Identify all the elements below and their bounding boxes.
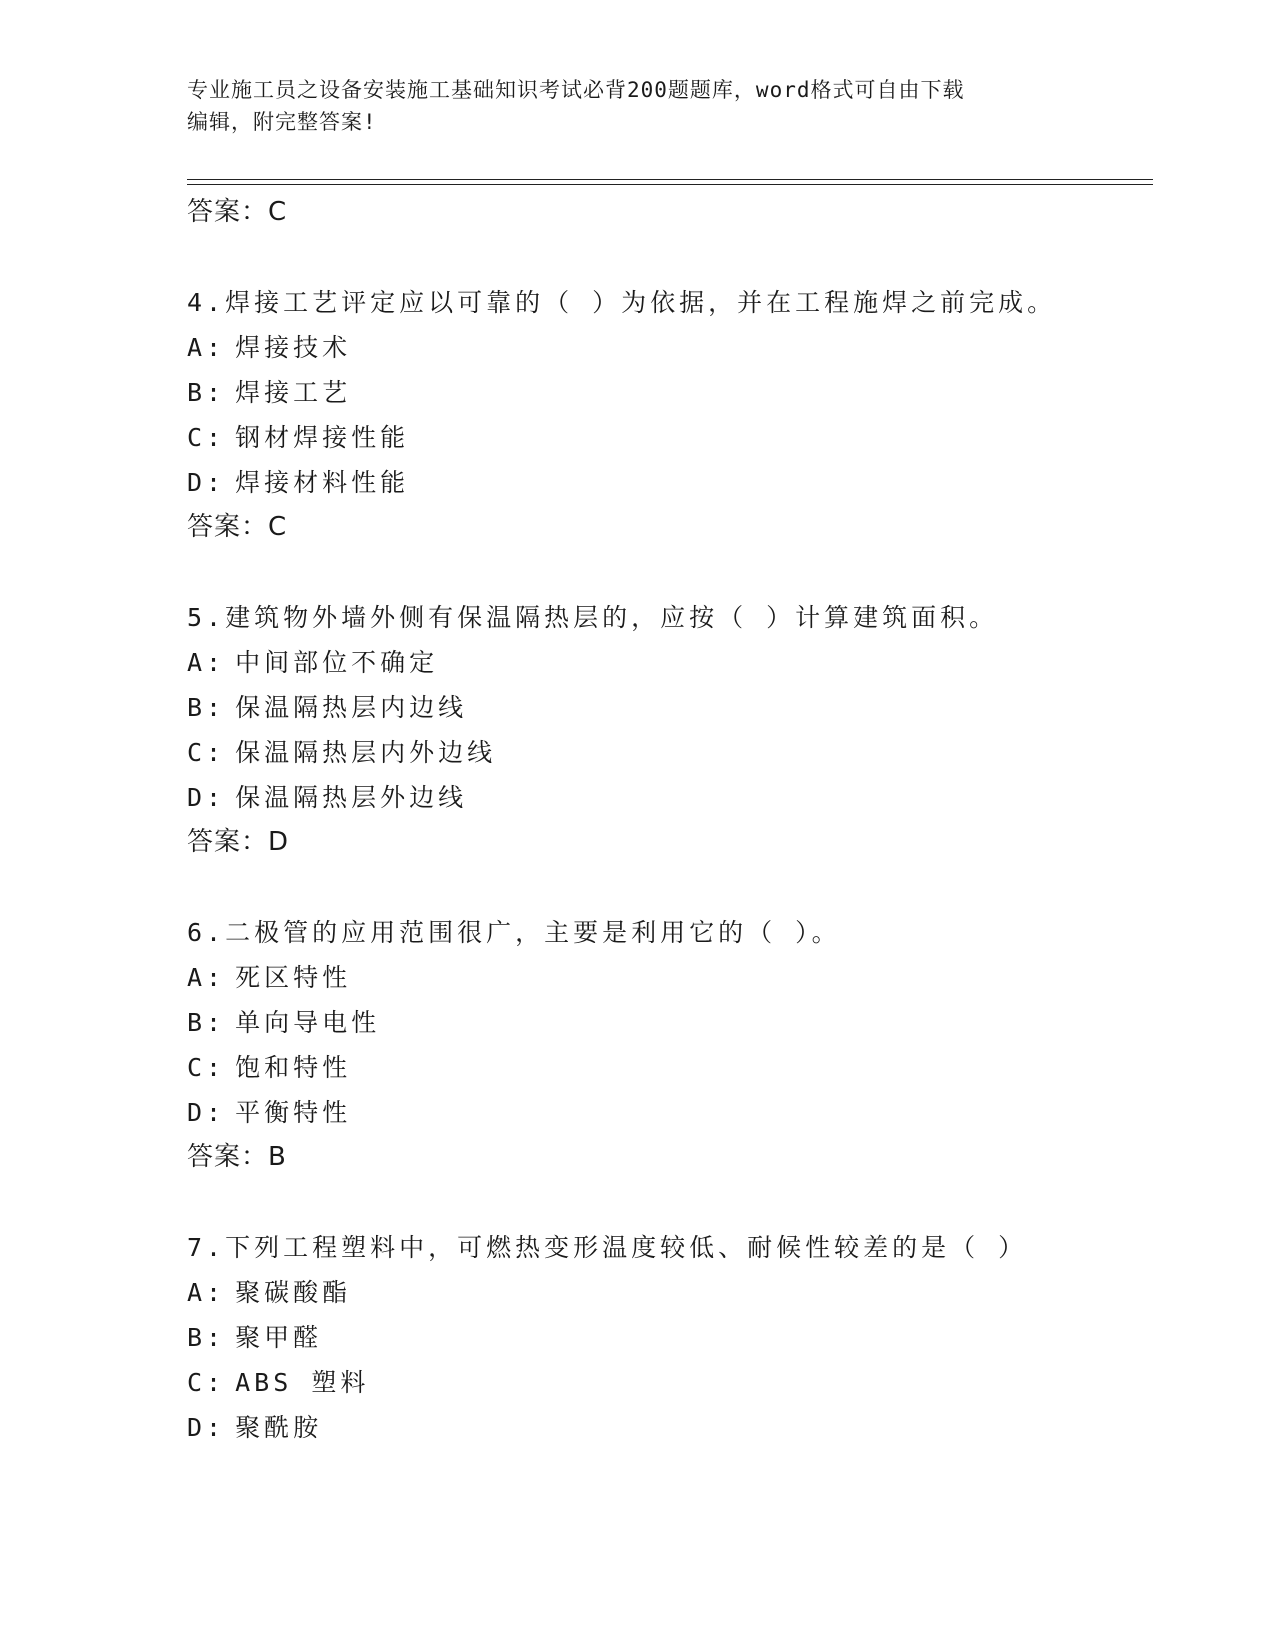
spacer xyxy=(187,235,1147,280)
option-d xyxy=(187,1090,1147,1135)
option-label: D: xyxy=(187,1098,226,1127)
option-text: 聚甲醛 xyxy=(235,1323,323,1352)
option-text: 保温隔热层内外边线 xyxy=(235,738,497,767)
option-label: A: xyxy=(187,648,226,677)
option-text: 饱和特性 xyxy=(235,1053,352,1082)
option-a xyxy=(187,325,1147,370)
option-b xyxy=(187,685,1147,730)
question-stem: 6.二极管的应用范围很广，主要是利用它的（ ）。 xyxy=(187,918,841,947)
option-text: ABS 塑料 xyxy=(235,1368,370,1397)
option-d xyxy=(187,775,1147,820)
option-label: A: xyxy=(187,333,226,362)
header-divider-top xyxy=(187,179,1153,180)
answer-line: 答案：B xyxy=(187,1142,287,1172)
option-label: B: xyxy=(187,378,226,407)
option-label: A: xyxy=(187,1278,226,1307)
header-line-2: 编辑，附完整答案! xyxy=(187,110,377,134)
question-list xyxy=(187,190,1147,1450)
option-c xyxy=(187,1360,1147,1405)
option-label: D: xyxy=(187,783,226,812)
question-stem: 7.下列工程塑料中，可燃热变形温度较低、耐候性较差的是（ ） xyxy=(187,1233,1028,1262)
spacer xyxy=(187,865,1147,910)
answer-line: 答案：D xyxy=(187,827,290,857)
option-text: 死区特性 xyxy=(235,963,352,992)
option-c xyxy=(187,730,1147,775)
option-a xyxy=(187,1270,1147,1315)
option-text: 保温隔热层内边线 xyxy=(235,693,468,722)
option-text: 聚酰胺 xyxy=(235,1413,323,1442)
option-label: B: xyxy=(187,1323,226,1352)
header-divider-bottom xyxy=(187,184,1153,185)
question-stem: 4.焊接工艺评定应以可靠的（ ）为依据，并在工程施焊之前完成。 xyxy=(187,288,1057,317)
option-label: D: xyxy=(187,468,226,497)
document-header xyxy=(187,74,1087,138)
question-block xyxy=(187,280,1147,550)
option-label: D: xyxy=(187,1413,226,1442)
option-c xyxy=(187,1045,1147,1090)
option-d xyxy=(187,1405,1147,1450)
answer-line: 答案：C xyxy=(187,512,288,542)
option-text: 平衡特性 xyxy=(235,1098,352,1127)
answer-line: 答案：C xyxy=(187,197,288,227)
option-b xyxy=(187,1000,1147,1045)
question-block xyxy=(187,595,1147,865)
option-a xyxy=(187,955,1147,1000)
question-block xyxy=(187,910,1147,1180)
option-label: B: xyxy=(187,693,226,722)
option-text: 焊接材料性能 xyxy=(235,468,410,497)
header-line-1: 专业施工员之设备安装施工基础知识考试必背200题题库，word格式可自由下载 xyxy=(187,78,965,102)
spacer xyxy=(187,550,1147,595)
option-text: 钢材焊接性能 xyxy=(235,423,410,452)
option-label: C: xyxy=(187,1053,226,1082)
option-text: 中间部位不确定 xyxy=(235,648,439,677)
question-stem: 5.建筑物外墙外侧有保温隔热层的，应按（ ）计算建筑面积。 xyxy=(187,603,999,632)
option-label: A: xyxy=(187,963,226,992)
option-text: 焊接工艺 xyxy=(235,378,352,407)
option-label: B: xyxy=(187,1008,226,1037)
option-label: C: xyxy=(187,738,226,767)
option-label: C: xyxy=(187,423,226,452)
option-c xyxy=(187,415,1147,460)
option-text: 焊接技术 xyxy=(235,333,352,362)
option-text: 单向导电性 xyxy=(235,1008,381,1037)
option-d xyxy=(187,460,1147,505)
option-a xyxy=(187,640,1147,685)
option-b xyxy=(187,1315,1147,1360)
option-b xyxy=(187,370,1147,415)
spacer xyxy=(187,1180,1147,1225)
question-block xyxy=(187,1225,1147,1450)
option-label: C: xyxy=(187,1368,226,1397)
option-text: 聚碳酸酯 xyxy=(235,1278,352,1307)
option-text: 保温隔热层外边线 xyxy=(235,783,468,812)
